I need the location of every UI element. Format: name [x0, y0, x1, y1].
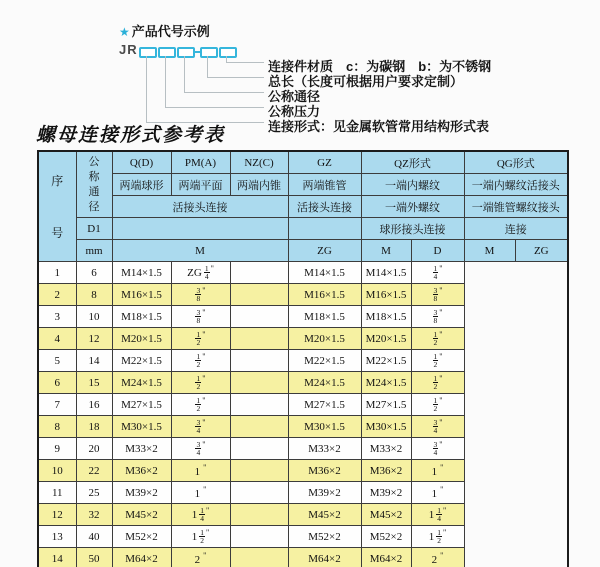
- connector-line: [207, 56, 208, 77]
- cell-qg_zg: $\frac{3}{8}$ ": [411, 306, 464, 328]
- cell-qz_d: M33×2: [288, 438, 361, 460]
- cell-qg_zg: $\frac{1}{2}$ ": [411, 372, 464, 394]
- cell-qz_m: [230, 438, 288, 460]
- header-qz-sub1: 一端内螺纹: [361, 174, 464, 196]
- cell-m: M22×1.5: [112, 350, 171, 372]
- cell-m: M27×1.5: [112, 394, 171, 416]
- header-row-4: [38, 218, 568, 240]
- cell-qz_m: [230, 460, 288, 482]
- cell-dn: 12: [76, 328, 112, 350]
- cell-zg: ZG $\frac{1}{4}$ ": [171, 262, 230, 284]
- cell-qz_m: [230, 394, 288, 416]
- cell-qz_d: M22×1.5: [288, 350, 361, 372]
- cell-zg: $\frac{3}{8}$ ": [171, 306, 230, 328]
- table-row: [38, 262, 568, 284]
- header-seq: 序号: [38, 151, 76, 262]
- code-box-1: [139, 47, 157, 58]
- cell-qz_m: [230, 306, 288, 328]
- cell-zg: $\frac{3}{4}$ ": [171, 416, 230, 438]
- label-material: 连接件材质 c：为碳钢 b：为不锈钢: [268, 59, 492, 74]
- header-gz-sub: 两端锥管: [288, 174, 361, 196]
- header-row-1: [38, 151, 568, 174]
- table-row: [38, 504, 568, 526]
- cell-qz_m: [230, 350, 288, 372]
- cell-qg_zg: 1 $\frac{1}{2}$ ": [411, 526, 464, 548]
- cell-zg: $\frac{1}{2}$ ": [171, 328, 230, 350]
- header-qg: QG形式: [464, 151, 568, 174]
- cell-m: M33×2: [112, 438, 171, 460]
- cell-zg: 1 ": [171, 460, 230, 482]
- table-row: [38, 284, 568, 306]
- cell-m: M45×2: [112, 504, 171, 526]
- cell-dn: 18: [76, 416, 112, 438]
- cell-qg_zg: $\frac{3}{8}$ ": [411, 284, 464, 306]
- cell-m: M36×2: [112, 460, 171, 482]
- cell-qz_d: M18×1.5: [288, 306, 361, 328]
- cell-m: M24×1.5: [112, 372, 171, 394]
- cell-seq: 7: [38, 394, 76, 416]
- code-box-5: [219, 47, 237, 58]
- connector-line: [165, 56, 166, 107]
- cell-qz_m: [230, 548, 288, 567]
- code-box-4: [200, 47, 218, 58]
- header-blank-gz: [288, 218, 361, 240]
- cell-seq: 10: [38, 460, 76, 482]
- cell-dn: 22: [76, 460, 112, 482]
- label-total-length: 总长（长度可根据用户要求定制）: [268, 74, 464, 89]
- table-row: [38, 372, 568, 394]
- cell-m: M39×2: [112, 482, 171, 504]
- header-m3: M: [464, 240, 515, 262]
- cell-zg: $\frac{1}{2}$ ": [171, 372, 230, 394]
- label-nominal-pressure: 公称压力: [268, 104, 321, 119]
- cell-dn: 32: [76, 504, 112, 526]
- cell-qg_zg: $\frac{1}{2}$ ": [411, 350, 464, 372]
- diagram-heading: [119, 21, 210, 40]
- table-row: [38, 328, 568, 350]
- cell-qz_d: M64×2: [288, 548, 361, 567]
- cell-seq: 9: [38, 438, 76, 460]
- header-m1: M: [112, 240, 288, 262]
- cell-qz_m: [230, 526, 288, 548]
- cell-dn: 10: [76, 306, 112, 328]
- cell-qg_zg: $\frac{1}{2}$ ": [411, 328, 464, 350]
- product-code-prefix: JR: [119, 42, 138, 57]
- cell-qg_m: M52×2: [361, 526, 411, 548]
- cell-seq: 8: [38, 416, 76, 438]
- cell-qg_zg: $\frac{1}{4}$ ": [411, 262, 464, 284]
- cell-zg: $\frac{1}{2}$ ": [171, 394, 230, 416]
- cell-seq: 13: [38, 526, 76, 548]
- header-row-2: [38, 174, 568, 196]
- diagram-heading-text: 产品代号示例: [131, 24, 210, 39]
- header-zg1: ZG: [288, 240, 361, 262]
- connector-line: [207, 77, 264, 78]
- connector-line: [226, 62, 264, 63]
- header-m2: M: [361, 240, 411, 262]
- cell-qz_d: M39×2: [288, 482, 361, 504]
- cell-seq: 12: [38, 504, 76, 526]
- cell-dn: 8: [76, 284, 112, 306]
- cell-qg_m: M64×2: [361, 548, 411, 567]
- header-row-3: [38, 196, 568, 218]
- cell-qz_m: [230, 372, 288, 394]
- cell-qz_d: M30×1.5: [288, 416, 361, 438]
- cell-seq: 14: [38, 548, 76, 567]
- cell-qz_m: [230, 262, 288, 284]
- cell-qg_zg: 1 ": [411, 482, 464, 504]
- cell-qg_m: M16×1.5: [361, 284, 411, 306]
- cell-qz_d: M24×1.5: [288, 372, 361, 394]
- cell-seq: 1: [38, 262, 76, 284]
- cell-qg_zg: $\frac{1}{2}$ ": [411, 394, 464, 416]
- table-row: [38, 306, 568, 328]
- code-box-2: [158, 47, 176, 58]
- cell-dn: 15: [76, 372, 112, 394]
- cell-qg_m: M14×1.5: [361, 262, 411, 284]
- cell-dn: 40: [76, 526, 112, 548]
- cell-qg_m: M27×1.5: [361, 394, 411, 416]
- header-qz: QZ形式: [361, 151, 464, 174]
- header-qz-sub3: 球形接头连接: [361, 218, 464, 240]
- header-nz: NZ(C): [230, 151, 288, 174]
- cell-qg_m: M20×1.5: [361, 328, 411, 350]
- header-row-5: [38, 240, 568, 262]
- connector-line: [146, 56, 147, 122]
- cell-qz_d: M20×1.5: [288, 328, 361, 350]
- cell-dn: 16: [76, 394, 112, 416]
- connector-line: [165, 107, 264, 108]
- table-row: [38, 394, 568, 416]
- cell-dn: 50: [76, 548, 112, 567]
- cell-zg: $\frac{3}{4}$ ": [171, 438, 230, 460]
- cell-qg_zg: 2 ": [411, 548, 464, 567]
- cell-dn: 25: [76, 482, 112, 504]
- cell-qg_m: M18×1.5: [361, 306, 411, 328]
- cell-zg: $\frac{1}{2}$ ": [171, 350, 230, 372]
- header-mm: mm: [76, 240, 112, 262]
- header-d1: D1: [76, 218, 112, 240]
- cell-seq: 2: [38, 284, 76, 306]
- cell-m: M20×1.5: [112, 328, 171, 350]
- cell-qz_d: M16×1.5: [288, 284, 361, 306]
- nut-connection-table: [37, 150, 569, 567]
- header-qg-sub2: 一端锥管螺纹接头: [464, 196, 568, 218]
- cell-qg_zg: 1 ": [411, 460, 464, 482]
- cell-qg_m: M36×2: [361, 460, 411, 482]
- star-icon: ★: [119, 25, 130, 39]
- table-row: [38, 350, 568, 372]
- cell-dn: 6: [76, 262, 112, 284]
- header-union-joint-wide: 活接头连接: [112, 196, 288, 218]
- cell-m: M64×2: [112, 548, 171, 567]
- header-blank-wide: [112, 218, 288, 240]
- header-pm: PM(A): [171, 151, 230, 174]
- cell-seq: 6: [38, 372, 76, 394]
- cell-qz_d: M45×2: [288, 504, 361, 526]
- cell-zg: 1 $\frac{1}{4}$ ": [171, 504, 230, 526]
- cell-zg: $\frac{3}{8}$ ": [171, 284, 230, 306]
- cell-qg_m: M33×2: [361, 438, 411, 460]
- cell-seq: 3: [38, 306, 76, 328]
- cell-qz_m: [230, 482, 288, 504]
- cell-m: M30×1.5: [112, 416, 171, 438]
- header-gz: GZ: [288, 151, 361, 174]
- cell-seq: 11: [38, 482, 76, 504]
- header-qg-sub1: 一端内螺纹活接头: [464, 174, 568, 196]
- label-connection-form: 连接形式：见金属软管常用结构形式表: [268, 119, 490, 134]
- cell-qg_m: M39×2: [361, 482, 411, 504]
- header-nz-sub: 两端内锥: [230, 174, 288, 196]
- cell-zg: 2 ": [171, 548, 230, 567]
- cell-qg_m: M22×1.5: [361, 350, 411, 372]
- cell-qz_m: [230, 416, 288, 438]
- cell-qg_m: M24×1.5: [361, 372, 411, 394]
- cell-m: M18×1.5: [112, 306, 171, 328]
- cell-qz_d: M14×1.5: [288, 262, 361, 284]
- table-row: [38, 482, 568, 504]
- cell-dn: 20: [76, 438, 112, 460]
- cell-seq: 4: [38, 328, 76, 350]
- header-d: D: [411, 240, 464, 262]
- cell-qg_zg: 1 $\frac{1}{4}$ ": [411, 504, 464, 526]
- header-dn: 公称通径: [76, 151, 112, 218]
- cell-zg: 1 ": [171, 482, 230, 504]
- cell-qg_m: M45×2: [361, 504, 411, 526]
- cell-qz_d: M52×2: [288, 526, 361, 548]
- cell-qz_m: [230, 284, 288, 306]
- cell-seq: 5: [38, 350, 76, 372]
- cell-qz_d: M36×2: [288, 460, 361, 482]
- cell-dn: 14: [76, 350, 112, 372]
- cell-zg: 1 $\frac{1}{2}$ ": [171, 526, 230, 548]
- table-title: 螺母连接形式参考表: [36, 125, 226, 146]
- header-q-sub: 两端球形: [112, 174, 171, 196]
- table-row: [38, 438, 568, 460]
- header-union-joint-gz: 活接头连接: [288, 196, 361, 218]
- cell-m: M16×1.5: [112, 284, 171, 306]
- label-nominal-diameter: 公称通径: [268, 89, 321, 104]
- cell-qg_zg: $\frac{3}{4}$ ": [411, 416, 464, 438]
- table-row: [38, 416, 568, 438]
- header-pm-sub: 两端平面: [171, 174, 230, 196]
- connector-line: [184, 92, 264, 93]
- cell-qz_m: [230, 328, 288, 350]
- cell-qz_m: [230, 504, 288, 526]
- cell-qg_m: M30×1.5: [361, 416, 411, 438]
- header-qz-sub2: 一端外螺纹: [361, 196, 464, 218]
- cell-qg_zg: $\frac{3}{4}$ ": [411, 438, 464, 460]
- header-q: Q(D): [112, 151, 171, 174]
- table-row: [38, 460, 568, 482]
- header-zg2: ZG: [515, 240, 568, 262]
- table-row: [38, 548, 568, 567]
- cell-m: M52×2: [112, 526, 171, 548]
- header-qg-sub3: 连接: [464, 218, 568, 240]
- connector-line: [184, 56, 185, 92]
- table-row: [38, 526, 568, 548]
- cell-m: M14×1.5: [112, 262, 171, 284]
- cell-qz_d: M27×1.5: [288, 394, 361, 416]
